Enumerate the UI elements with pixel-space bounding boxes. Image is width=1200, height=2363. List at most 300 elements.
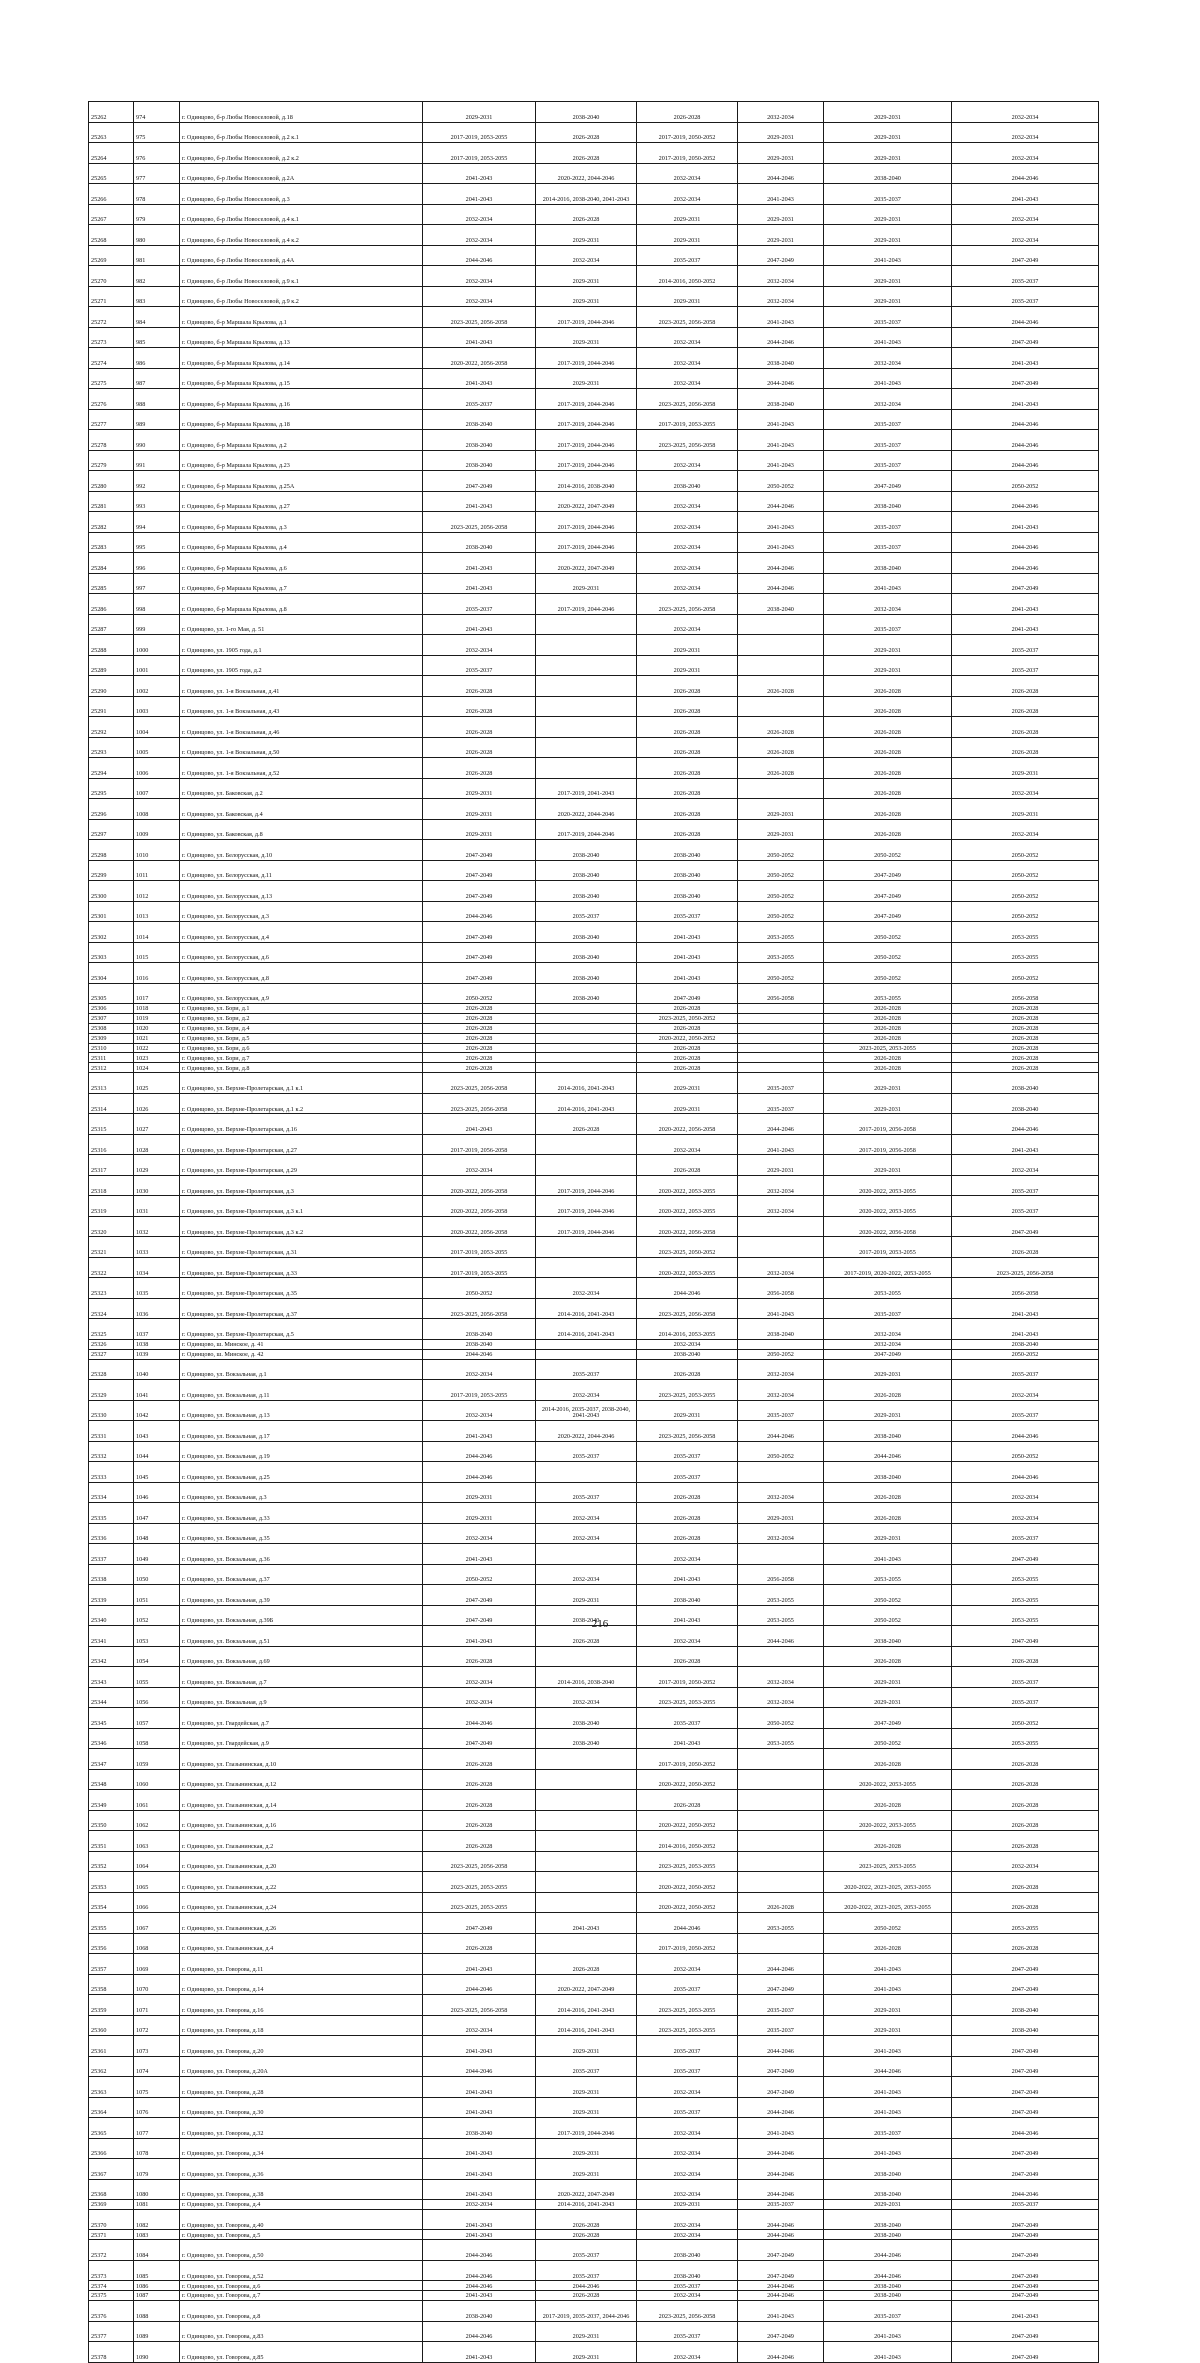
period-col-2-cell	[536, 1790, 637, 1811]
row-id-cell: 25274	[89, 348, 134, 369]
period-col-3-cell: 2014-2016, 2050-2052	[637, 266, 738, 287]
period-col-6-cell: 2035-2037	[952, 1400, 1099, 1421]
period-col-1-cell: 2023-2025, 2056-2058	[423, 307, 536, 328]
period-col-3-cell: 2038-2040	[637, 860, 738, 881]
row-number-cell: 1070	[134, 1974, 180, 1995]
address-cell: г. Одинцово, ул. Глазынинская, д.10	[180, 1749, 423, 1770]
period-col-1-cell: 2029-2031	[423, 1482, 536, 1503]
row-id-cell: 25269	[89, 245, 134, 266]
row-number-cell: 982	[134, 266, 180, 287]
row-id-cell: 25361	[89, 2036, 134, 2057]
period-col-5-cell: 2032-2034	[824, 1319, 952, 1340]
period-col-4-cell: 2032-2034	[738, 1687, 824, 1708]
address-cell: г. Одинцово, ул. Вокзальная, д.51	[180, 1626, 423, 1647]
address-cell: г. Одинцово, ул. Белорусская, д.13	[180, 881, 423, 902]
period-col-5-cell: 2041-2043	[824, 2138, 952, 2159]
period-col-1-cell: 2026-2028	[423, 1013, 536, 1023]
period-col-6-cell: 2035-2037	[952, 1687, 1099, 1708]
row-number-cell: 1030	[134, 1175, 180, 1196]
table-row	[89, 1708, 1099, 1729]
period-col-3-cell: 2023-2025, 2056-2058	[637, 389, 738, 410]
period-col-4-cell	[738, 1831, 824, 1852]
row-id-cell: 25320	[89, 1216, 134, 1237]
period-col-1-cell: 2017-2019, 2053-2055	[423, 1380, 536, 1401]
address-cell: г. Одинцово, б-р Маршала Крылова, д.27	[180, 491, 423, 512]
period-col-6-cell: 2032-2034	[952, 102, 1099, 123]
period-col-4-cell: 2029-2031	[738, 1155, 824, 1176]
period-col-2-cell	[536, 1851, 637, 1872]
table-row	[89, 1974, 1099, 1995]
period-col-1-cell: 2041-2043	[423, 491, 536, 512]
period-col-4-cell: 2038-2040	[738, 348, 824, 369]
period-col-6-cell: 2044-2046	[952, 430, 1099, 451]
table-row	[89, 1349, 1099, 1359]
period-col-4-cell: 2029-2031	[738, 225, 824, 246]
row-id-cell: 25332	[89, 1441, 134, 1462]
table-row	[89, 1749, 1099, 1770]
table-row	[89, 368, 1099, 389]
period-col-4-cell: 2044-2046	[738, 163, 824, 184]
period-col-5-cell: 2041-2043	[824, 573, 952, 594]
period-col-3-cell: 2032-2034	[637, 2118, 738, 2139]
period-col-6-cell: 2032-2034	[952, 1380, 1099, 1401]
row-number-cell: 1042	[134, 1400, 180, 1421]
row-id-cell: 25264	[89, 143, 134, 164]
period-col-3-cell: 2038-2040	[637, 2260, 738, 2281]
table-row	[89, 1175, 1099, 1196]
period-col-5-cell: 2029-2031	[824, 655, 952, 676]
table-row	[89, 1134, 1099, 1155]
table-row	[89, 942, 1099, 963]
address-cell: г. Одинцово, ул. Говорова, д.30	[180, 2097, 423, 2118]
table-row	[89, 1687, 1099, 1708]
period-col-5-cell: 2029-2031	[824, 1667, 952, 1688]
period-col-5-cell: 2020-2022, 2053-2055	[824, 1810, 952, 1831]
address-cell: г. Одинцово, ул. Вокзальная, д.11	[180, 1380, 423, 1401]
period-col-2-cell	[536, 1134, 637, 1155]
period-col-1-cell: 2026-2028	[423, 1646, 536, 1667]
row-id-cell: 25370	[89, 2209, 134, 2230]
period-col-5-cell: 2029-2031	[824, 1687, 952, 1708]
period-col-6-cell: 2047-2049	[952, 2077, 1099, 2098]
row-number-cell: 1074	[134, 2056, 180, 2077]
period-col-5-cell: 2026-2028	[824, 696, 952, 717]
period-col-3-cell: 2029-2031	[637, 225, 738, 246]
period-col-4-cell: 2032-2034	[738, 1175, 824, 1196]
row-id-cell: 25293	[89, 737, 134, 758]
period-col-5-cell: 2050-2052	[824, 1585, 952, 1606]
table-row	[89, 1523, 1099, 1544]
table-row	[89, 2015, 1099, 2036]
address-cell: г. Одинцово, ул. Бори, д.2	[180, 1013, 423, 1023]
period-col-1-cell: 2029-2031	[423, 778, 536, 799]
table-row	[89, 983, 1099, 1004]
row-id-cell: 25315	[89, 1114, 134, 1135]
row-id-cell: 25304	[89, 963, 134, 984]
period-col-1-cell: 2032-2034	[423, 635, 536, 656]
period-col-5-cell: 2029-2031	[824, 225, 952, 246]
period-col-3-cell: 2026-2028	[637, 737, 738, 758]
period-col-3-cell: 2029-2031	[637, 286, 738, 307]
period-col-2-cell: 2035-2037	[536, 2260, 637, 2281]
period-col-6-cell: 2044-2046	[952, 1421, 1099, 1442]
period-col-3-cell: 2035-2037	[637, 1462, 738, 1483]
address-cell: г. Одинцово, ул. Говорова, д.20	[180, 2036, 423, 2057]
period-col-1-cell: 2032-2034	[423, 1155, 536, 1176]
address-cell: г. Одинцово, ул. Белорусская, д.10	[180, 840, 423, 861]
period-col-2-cell: 2017-2019, 2044-2046	[536, 389, 637, 410]
period-col-3-cell: 2023-2025, 2053-2055	[637, 1687, 738, 1708]
row-id-cell: 25265	[89, 163, 134, 184]
period-col-4-cell: 2038-2040	[738, 389, 824, 410]
period-col-5-cell: 2020-2022, 2056-2058	[824, 1216, 952, 1237]
row-id-cell: 25353	[89, 1872, 134, 1893]
period-col-1-cell: 2041-2043	[423, 553, 536, 574]
period-col-3-cell: 2029-2031	[637, 1073, 738, 1094]
period-col-4-cell: 2044-2046	[738, 553, 824, 574]
period-col-2-cell: 2026-2028	[536, 1626, 637, 1647]
address-cell: г. Одинцово, ул. Говорова, д.50	[180, 2240, 423, 2261]
period-col-2-cell	[536, 1257, 637, 1278]
row-number-cell: 1007	[134, 778, 180, 799]
period-col-2-cell	[536, 1933, 637, 1954]
period-col-5-cell: 2032-2034	[824, 348, 952, 369]
period-col-2-cell: 2038-2040	[536, 963, 637, 984]
row-id-cell: 25297	[89, 819, 134, 840]
period-col-1-cell: 2032-2034	[423, 1687, 536, 1708]
period-col-5-cell: 2026-2028	[824, 1053, 952, 1063]
period-col-1-cell: 2026-2028	[423, 1790, 536, 1811]
period-col-2-cell: 2029-2031	[536, 2159, 637, 2180]
period-col-3-cell: 2026-2028	[637, 102, 738, 123]
row-number-cell: 1032	[134, 1216, 180, 1237]
row-number-cell: 999	[134, 614, 180, 635]
period-col-3-cell: 2023-2025, 2050-2052	[637, 1237, 738, 1258]
row-number-cell: 1025	[134, 1073, 180, 1094]
period-col-3-cell: 2038-2040	[637, 840, 738, 861]
period-col-1-cell: 2044-2046	[423, 1462, 536, 1483]
table-row	[89, 1278, 1099, 1299]
row-id-cell: 25324	[89, 1298, 134, 1319]
address-cell: г. Одинцово, ул. Глазынинская, д.2	[180, 1831, 423, 1852]
period-col-2-cell	[536, 1349, 637, 1359]
table-row	[89, 1073, 1099, 1094]
table-row	[89, 614, 1099, 635]
period-col-5-cell: 2026-2028	[824, 1646, 952, 1667]
period-col-2-cell: 2029-2031	[536, 266, 637, 287]
row-number-cell: 1053	[134, 1626, 180, 1647]
period-col-4-cell: 2044-2046	[738, 2159, 824, 2180]
period-col-1-cell: 2041-2043	[423, 1544, 536, 1565]
row-number-cell: 1082	[134, 2209, 180, 2230]
table-row	[89, 799, 1099, 820]
table-row	[89, 1810, 1099, 1831]
period-col-3-cell: 2038-2040	[637, 1585, 738, 1606]
table-row	[89, 922, 1099, 943]
period-col-3-cell: 2044-2046	[637, 1278, 738, 1299]
period-col-2-cell: 2035-2037	[536, 2240, 637, 2261]
period-col-5-cell: 2026-2028	[824, 1503, 952, 1524]
row-id-cell: 25288	[89, 635, 134, 656]
period-col-6-cell: 2056-2058	[952, 1278, 1099, 1299]
address-cell: г. Одинцово, ул. Вокзальная, д.36	[180, 1544, 423, 1565]
period-col-4-cell: 2050-2052	[738, 860, 824, 881]
address-cell: г. Одинцово, ул. Говорова, д.7	[180, 2291, 423, 2301]
period-col-6-cell: 2047-2049	[952, 573, 1099, 594]
row-number-cell: 1016	[134, 963, 180, 984]
period-col-1-cell: 2035-2037	[423, 655, 536, 676]
row-id-cell: 25357	[89, 1954, 134, 1975]
row-id-cell: 25374	[89, 2281, 134, 2291]
period-col-5-cell: 2026-2028	[824, 1482, 952, 1503]
row-id-cell: 25333	[89, 1462, 134, 1483]
period-col-3-cell: 2032-2034	[637, 573, 738, 594]
address-cell: г. Одинцово, ш. Минское, д. 41	[180, 1339, 423, 1349]
period-col-4-cell	[738, 1237, 824, 1258]
period-col-2-cell: 2029-2031	[536, 1585, 637, 1606]
period-col-2-cell	[536, 1462, 637, 1483]
period-col-3-cell: 2032-2034	[637, 348, 738, 369]
period-col-3-cell: 2035-2037	[637, 1974, 738, 1995]
period-col-2-cell: 2029-2031	[536, 2138, 637, 2159]
table-row	[89, 1564, 1099, 1585]
address-cell: г. Одинцово, ул. Говорова, д.83	[180, 2321, 423, 2342]
period-col-4-cell	[738, 1004, 824, 1014]
period-col-5-cell: 2020-2022, 2023-2025, 2053-2055	[824, 1892, 952, 1913]
period-col-3-cell: 2023-2025, 2053-2055	[637, 1995, 738, 2016]
row-number-cell: 1076	[134, 2097, 180, 2118]
period-col-6-cell: 2047-2049	[952, 2281, 1099, 2291]
address-cell: г. Одинцово, ул. Верхне-Пролетарская, д.3	[180, 1175, 423, 1196]
period-col-1-cell: 2041-2043	[423, 163, 536, 184]
period-col-3-cell: 2041-2043	[637, 1728, 738, 1749]
period-col-2-cell: 2014-2016, 2041-2043	[536, 1319, 637, 1340]
period-col-2-cell: 2038-2040	[536, 860, 637, 881]
row-id-cell: 25372	[89, 2240, 134, 2261]
period-col-3-cell: 2014-2016, 2050-2052	[637, 1831, 738, 1852]
period-col-3-cell: 2023-2025, 2056-2058	[637, 594, 738, 615]
address-cell: г. Одинцово, б-р Любы Новоселовой, д.4А	[180, 245, 423, 266]
period-col-6-cell: 2047-2049	[952, 1544, 1099, 1565]
row-number-cell: 1003	[134, 696, 180, 717]
period-col-5-cell: 2050-2052	[824, 1728, 952, 1749]
period-col-3-cell: 2032-2034	[637, 1339, 738, 1349]
table-row	[89, 2240, 1099, 2261]
period-col-3-cell: 2035-2037	[637, 1441, 738, 1462]
address-cell: г. Одинцово, б-р Маршала Крылова, д.7	[180, 573, 423, 594]
row-id-cell: 25322	[89, 1257, 134, 1278]
period-col-5-cell: 2035-2037	[824, 2118, 952, 2139]
period-col-4-cell	[738, 1013, 824, 1023]
address-cell: г. Одинцово, б-р Маршала Крылова, д.16	[180, 389, 423, 410]
address-cell: г. Одинцово, б-р Любы Новоселовой, д.4 к.2	[180, 225, 423, 246]
period-col-1-cell: 2032-2034	[423, 1359, 536, 1380]
row-id-cell: 25331	[89, 1421, 134, 1442]
address-cell: г. Одинцово, б-р Маршала Крылова, д.14	[180, 348, 423, 369]
period-col-3-cell: 2035-2037	[637, 1708, 738, 1729]
period-col-3-cell: 2020-2022, 2056-2058	[637, 1114, 738, 1135]
period-col-4-cell	[738, 696, 824, 717]
period-col-3-cell: 2020-2022, 2050-2052	[637, 1872, 738, 1893]
row-id-cell: 25294	[89, 758, 134, 779]
period-col-6-cell: 2050-2052	[952, 1441, 1099, 1462]
period-col-6-cell: 2044-2046	[952, 163, 1099, 184]
period-col-2-cell: 2026-2028	[536, 1954, 637, 1975]
period-col-6-cell: 2041-2043	[952, 1298, 1099, 1319]
row-id-cell: 25362	[89, 2056, 134, 2077]
table-row	[89, 1043, 1099, 1053]
row-number-cell: 1057	[134, 1708, 180, 1729]
period-col-6-cell: 2050-2052	[952, 840, 1099, 861]
period-col-3-cell: 2032-2034	[637, 2342, 738, 2363]
period-col-2-cell: 2026-2028	[536, 2209, 637, 2230]
row-id-cell: 25328	[89, 1359, 134, 1380]
period-col-4-cell: 2044-2046	[738, 2342, 824, 2363]
period-col-4-cell: 2044-2046	[738, 1421, 824, 1442]
period-col-4-cell: 2044-2046	[738, 2036, 824, 2057]
table-row	[89, 2342, 1099, 2363]
period-col-6-cell: 2026-2028	[952, 1053, 1099, 1063]
row-id-cell: 25339	[89, 1585, 134, 1606]
address-cell: г. Одинцово, ул. 1-я Вокзальная, д.50	[180, 737, 423, 758]
period-col-1-cell: 2032-2034	[423, 2015, 536, 2036]
period-col-2-cell: 2041-2043	[536, 1913, 637, 1934]
address-cell: г. Одинцово, ул. Глазынинская, д.12	[180, 1769, 423, 1790]
period-col-6-cell: 2047-2049	[952, 2240, 1099, 2261]
period-col-4-cell: 2038-2040	[738, 594, 824, 615]
period-col-2-cell	[536, 1013, 637, 1023]
period-col-1-cell: 2038-2040	[423, 532, 536, 553]
period-col-4-cell: 2044-2046	[738, 1114, 824, 1135]
table-row	[89, 122, 1099, 143]
row-number-cell: 1086	[134, 2281, 180, 2291]
row-number-cell: 987	[134, 368, 180, 389]
period-col-5-cell: 2026-2028	[824, 758, 952, 779]
table-row	[89, 389, 1099, 410]
period-col-5-cell: 2038-2040	[824, 553, 952, 574]
address-cell: г. Одинцово, ул. Вокзальная, д.19	[180, 1441, 423, 1462]
period-col-1-cell: 2044-2046	[423, 245, 536, 266]
period-col-3-cell: 2014-2016, 2053-2055	[637, 1319, 738, 1340]
period-col-5-cell: 2053-2055	[824, 983, 952, 1004]
table-row	[89, 2118, 1099, 2139]
address-cell: г. Одинцово, ул. Гвардейская, д.9	[180, 1728, 423, 1749]
period-col-6-cell: 2044-2046	[952, 307, 1099, 328]
table-row	[89, 2056, 1099, 2077]
period-col-4-cell: 2041-2043	[738, 1134, 824, 1155]
table-row	[89, 471, 1099, 492]
period-col-3-cell: 2032-2034	[637, 2291, 738, 2301]
period-col-4-cell: 2056-2058	[738, 1564, 824, 1585]
table-row	[89, 2230, 1099, 2240]
address-cell: г. Одинцово, ул. Верхне-Пролетарская, д.5	[180, 1319, 423, 1340]
period-col-4-cell	[738, 778, 824, 799]
period-col-3-cell: 2032-2034	[637, 2230, 738, 2240]
period-col-4-cell: 2029-2031	[738, 1503, 824, 1524]
period-col-6-cell: 2038-2040	[952, 1073, 1099, 1094]
period-col-4-cell: 2035-2037	[738, 2015, 824, 2036]
row-number-cell: 986	[134, 348, 180, 369]
period-col-2-cell: 2029-2031	[536, 573, 637, 594]
period-col-1-cell: 2020-2022, 2056-2058	[423, 1175, 536, 1196]
period-col-2-cell	[536, 758, 637, 779]
period-col-1-cell: 2041-2043	[423, 2230, 536, 2240]
row-number-cell: 1028	[134, 1134, 180, 1155]
period-col-2-cell: 2020-2022, 2047-2049	[536, 553, 637, 574]
row-id-cell: 25354	[89, 1892, 134, 1913]
period-col-1-cell: 2047-2049	[423, 860, 536, 881]
period-col-4-cell: 2047-2049	[738, 2321, 824, 2342]
period-col-6-cell: 2026-2028	[952, 1749, 1099, 1770]
period-col-6-cell: 2026-2028	[952, 1933, 1099, 1954]
table-row	[89, 2159, 1099, 2180]
period-col-5-cell: 2029-2031	[824, 2200, 952, 2210]
row-number-cell: 1068	[134, 1933, 180, 1954]
table-row	[89, 1257, 1099, 1278]
period-col-5-cell: 2047-2049	[824, 881, 952, 902]
row-id-cell: 25263	[89, 122, 134, 143]
period-col-6-cell: 2047-2049	[952, 2159, 1099, 2180]
period-col-2-cell: 2020-2022, 2047-2049	[536, 491, 637, 512]
table-row	[89, 184, 1099, 205]
period-col-6-cell: 2032-2034	[952, 1482, 1099, 1503]
address-cell: г. Одинцово, ул. 1905 года, д.1	[180, 635, 423, 656]
address-cell: г. Одинцово, ул. 1-го Мая, д. 51	[180, 614, 423, 635]
table-row	[89, 1400, 1099, 1421]
address-cell: г. Одинцово, ул. Бори, д.7	[180, 1053, 423, 1063]
period-col-3-cell: 2026-2028	[637, 1023, 738, 1033]
address-cell: г. Одинцово, ул. Верхне-Пролетарская, д.29	[180, 1155, 423, 1176]
address-cell: г. Одинцово, б-р Любы Новоселовой, д.9 к.2	[180, 286, 423, 307]
row-id-cell: 25351	[89, 1831, 134, 1852]
period-col-1-cell: 2041-2043	[423, 184, 536, 205]
period-col-5-cell: 2044-2046	[824, 1441, 952, 1462]
table-row	[89, 1155, 1099, 1176]
table-row	[89, 1933, 1099, 1954]
period-col-1-cell: 2041-2043	[423, 2036, 536, 2057]
period-col-3-cell: 2026-2028	[637, 819, 738, 840]
row-id-cell: 25326	[89, 1339, 134, 1349]
period-col-4-cell: 2044-2046	[738, 2230, 824, 2240]
address-cell: г. Одинцово, ул. Говорова, д.14	[180, 1974, 423, 1995]
period-col-4-cell: 2032-2034	[738, 1667, 824, 1688]
period-col-5-cell: 2050-2052	[824, 840, 952, 861]
address-cell: г. Одинцово, ул. Бори, д.5	[180, 1033, 423, 1043]
row-id-cell: 25280	[89, 471, 134, 492]
period-col-1-cell: 2026-2028	[423, 1933, 536, 1954]
period-col-2-cell: 2014-2016, 2041-2043	[536, 2200, 637, 2210]
row-number-cell: 1043	[134, 1421, 180, 1442]
table-row	[89, 450, 1099, 471]
period-col-1-cell: 2029-2031	[423, 799, 536, 820]
period-col-4-cell: 2032-2034	[738, 1482, 824, 1503]
period-col-6-cell: 2041-2043	[952, 594, 1099, 615]
period-col-1-cell: 2026-2028	[423, 1053, 536, 1063]
row-id-cell: 25296	[89, 799, 134, 820]
period-col-4-cell: 2032-2034	[738, 1257, 824, 1278]
row-number-cell: 1073	[134, 2036, 180, 2057]
period-col-2-cell: 2014-2016, 2041-2043	[536, 2015, 637, 2036]
period-col-6-cell: 2026-2028	[952, 1063, 1099, 1073]
period-col-5-cell: 2041-2043	[824, 368, 952, 389]
row-id-cell: 25338	[89, 1564, 134, 1585]
address-cell: г. Одинцово, ул. Вокзальная, д.33	[180, 1503, 423, 1524]
table-row	[89, 1298, 1099, 1319]
row-id-cell: 25356	[89, 1933, 134, 1954]
row-id-cell: 25352	[89, 1851, 134, 1872]
row-id-cell: 25346	[89, 1728, 134, 1749]
row-number-cell: 1069	[134, 1954, 180, 1975]
